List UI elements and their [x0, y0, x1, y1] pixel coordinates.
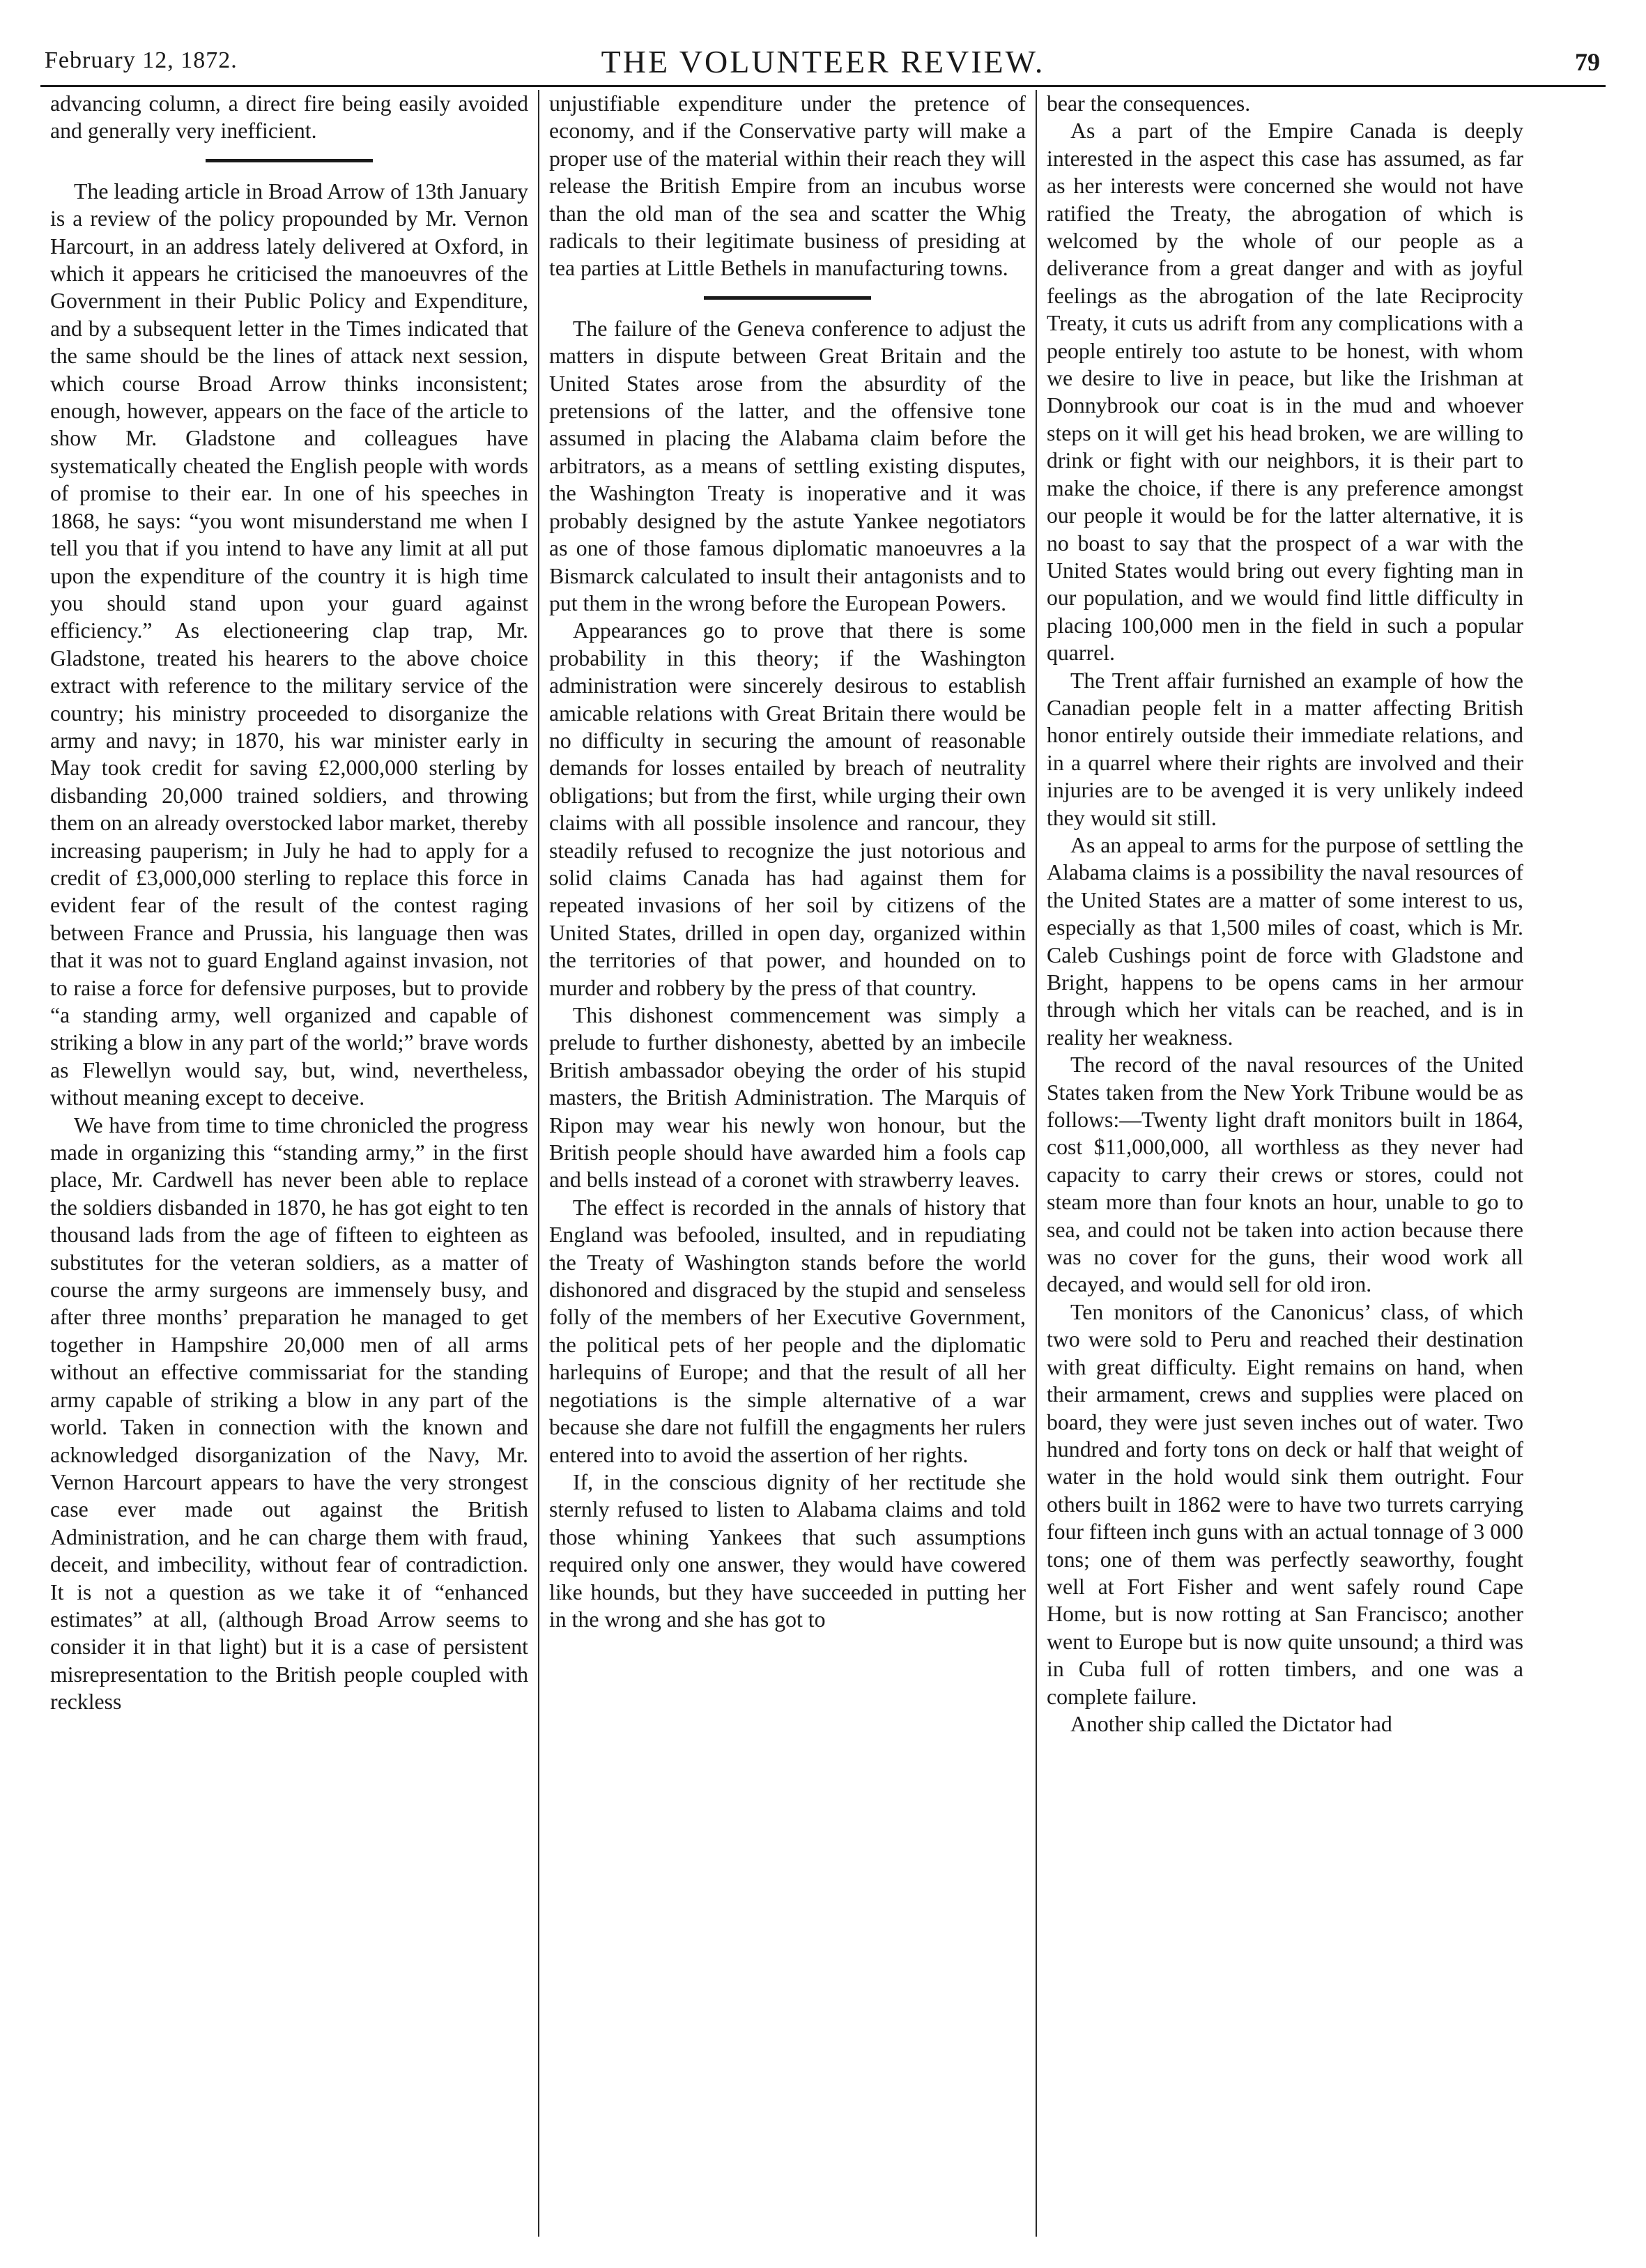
paragraph: Ten monitors of the Canonicus’ class, of which two were sold to Peru and reached their destination with great difficulty. Eight remains on hand, when their armament, crews and supplies were placed on board, they were just seven inches out of water. Two hundred and forty tons on deck or half that weight of water in the hold would sink them outright. Four others built in 1862 were to have two turrets carrying four fifteen inch guns with an actual tonnage of 3 000 tons; one of them was perfectly seaworthy, fought well at Fort Fisher and went safely round Cape Home, but is now rotting at San Francisco; another went to Europe but is now quite unsound; a third was in Cuba full of rotten timbers, and one was a complete failure.	[1047, 1299, 1523, 1709]
paragraph: bear the consequences.	[1047, 91, 1251, 116]
article-columns	[40, 90, 1606, 2237]
paragraph: The leading article in Broad Arrow of 13th January is a review of the policy propounded by Mr. Vernon Harcourt, in an address lately delivered at Oxford, in which it appears he criticised the manoeuvres of the Government in their Public Policy and Expenditure, and by a subsequent letter in the Times indicated that the same should be the lines of attack next session, which course Broad Arrow thinks inconsistent; enough, however, appears on the face of the article to show Mr. Gladstone and colleagues have systematically cheated the English people with words of promise to their ear. In one of his speeches in 1868, he says: “you wont misunderstand me when I tell you that if you intend to have any limit at all put upon the expenditure of the country it is high time you should stand upon your guard against efficiency.” As electioneering clap trap, Mr. Gladstone, treated his hearers to the above choice extract with reference to the military service of the country; his ministry proceeded to disorganize the army and navy; in 1870, his war minister early in May took credit for saving £2,000,000 sterling by disbanding 20,000 trained soldiers, and throwing them on an already overstocked labor market, thereby increasing pauperism; in July he had to apply for a credit of £3,000,000 sterling to replace this force in evident fear of the result of the contest raging between France and Prussia, his language then was that it was not to guard England against invasion, not to raise a force for defensive purposes, but to provide “a standing army, well organized and capable of striking a blow in any part of the world;” brave words as Flewellyn would say, but, wind, nevertheless, without meaning except to deceive.	[50, 178, 528, 1110]
page-number: 79	[1575, 48, 1600, 76]
column-1	[40, 90, 538, 2237]
paragraph: As an appeal to arms for the purpose of settling the Alabama claims is a possibility the naval resources of the United States are a matter of some interest to us, especially as that 1,500 miles of coast, which is Mr. Caleb Cushings point de force with Gladstone and Bright, happens to be opens cams in her armour through which her vitals can be reached, and is in reality her weakness.	[1047, 832, 1523, 1050]
paragraph: If, in the conscious dignity of her rectitude she sternly refused to listen to Alabama claims and told those whining Yankees that such assumptions required only one answer, they would have cowered like hounds, but they have succeeded in putting her in the wrong and she has got to	[549, 1469, 1026, 1632]
paragraph: advancing column, a direct fire being easily avoided and generally very inefficient.	[50, 91, 528, 144]
section-divider	[704, 296, 871, 300]
paragraph: As a part of the Empire Canada is deeply interested in the aspect this case has assumed, as far as her interests were concerned she would not have ratified the Treaty, the abrogation of which is welcomed by the whole of our people as a deliverance from a great danger and with as joyful feelings as the abrogation of the late Reciprocity Treaty, it cuts us adrift from any complications with a people entirely too astute to be honest, with whom we desire to live in peace, but like the Irishman at Donnybrook our coat is in the mud and whoever steps on it will get his head broken, we are willing to drink or fight with our neighbors, it is their part to make the choice, if there is any preference amongst our people it would be for the latter alternative, it is no boast to say that the prospect of a war with the United States would bring out every fighting man in our population, and we would find little difficulty in placing 100,000 men in the field in such a popular quarrel.	[1047, 118, 1523, 666]
publication-title: THE VOLUNTEER REVIEW.	[601, 44, 1045, 79]
masthead	[40, 40, 1606, 87]
paragraph: The failure of the Geneva conference to adjust the matters in dispute between Great Britain and the United States arose from the absurdity of the pretensions of the latter, and the offensive tone assumed in placing the Alabama claim before the arbitrators, as a means of settling existing disputes, the Washington Treaty is inoperative and it was probably designed by the astute Yankee negotiators as one of those famous diplomatic manoeuvres a la Bismarck calculated to insult their antagonists and to put them in the wrong before the European Powers.	[549, 316, 1026, 615]
paragraph: The Trent affair furnished an example of how the Canadian people felt in a matter affecting British honor entirely outside their immediate relations, and in a quarrel where their rights are involved and their injuries are to be avenged it is very unlikely indeed they would sit still.	[1047, 668, 1523, 830]
paragraph: We have from time to time chronicled the progress made in organizing this “standing army,” in the first place, Mr. Cardwell has never been able to replace the soldiers disbanded in 1870, he has got eight to ten thousand lads from the age of fifteen to eighteen as substitutes for the veteran soldiers, as a matter of course the army surgeons are immensely busy, and after three months’ preparation he managed to get together in Hampshire 20,000 men of all arms without an effective commissariat for the standing army capable of striking a blow in any part of the world. Taken in connection with the known and acknowledged disorganization of the Navy, Mr. Vernon Harcourt appears to have the very strongest case ever made out against the British Administration, and he can charge them with fraud, deceit, and imbecility, without fear of contradiction. It is not a question as we take it of “enhanced estimates” at all, (although Broad Arrow seems to consider it in that light) but it is a case of persistent misrepresentation to the British people coupled with reckless	[50, 1112, 528, 1715]
paragraph: The record of the naval resources of the United States taken from the New York Tribune would be as follows:—Twenty light draft monitors built in 1864, cost $11,000,000, all worthless as they never had capacity to carry their crews or stores, could not steam more than four knots an hour, unable to go to sea, and could not be taken into action because there was no cover for the guns, their wood work all decayed, and would sell for old iron.	[1047, 1052, 1523, 1297]
section-divider	[206, 159, 373, 162]
paragraph: unjustifiable expenditure under the pretence of economy, and if the Conservative party will make a proper use of the material within their reach they will release the British Empire from an incubus worse than the old man of the sea and scatter the Whig radicals to their legitimate business of presiding at tea parties at Little Bethels in manufacturing towns.	[549, 91, 1026, 281]
paragraph: The effect is recorded in the annals of history that England was befooled, insulted, and in repudiating the Treaty of Washington stands before the world dishonored and disgraced by the stupid and senseless folly of the members of her Executive Government, the political pets of her people and the diplomatic harlequins of Europe; and that the result of all her negotiations is the simple alternative of a war because she dare not fulfill the engagments her rulers entered into to avoid the assertion of her rights.	[549, 1195, 1026, 1467]
paragraph: Another ship called the Dictator had	[1070, 1711, 1392, 1736]
column-3	[1036, 90, 1533, 2237]
issue-date: February 12, 1872.	[45, 47, 238, 73]
column-2	[538, 90, 1036, 2237]
paragraph: Appearances go to prove that there is some probability in this theory; if the Washington administration were sincerely desirous to establish amicable relations with Great Britain there would be no difficulty in securing the amount of reasonable demands for losses entailed by breach of neutrality obligations; but from the first, while urging their own claims with all possible insolence and rancour, they steadily refused to recognize the just notorious and solid claims Canada has had against them for repeated invasions of her soil by citizens of the United States, drilled in open day, organized within the territories of that power, and hounded on to murder and robbery by the press of that country.	[549, 618, 1026, 1000]
paragraph: This dishonest commencement was simply a prelude to further dishonesty, abetted by an imbecile British ambassador obeying the order of his stupid masters, the British Administration. The Marquis of Ripon may wear his newly won honour, but the British people should have awarded him a fools cap and bells instead of a coronet with strawberry leaves.	[549, 1003, 1026, 1193]
